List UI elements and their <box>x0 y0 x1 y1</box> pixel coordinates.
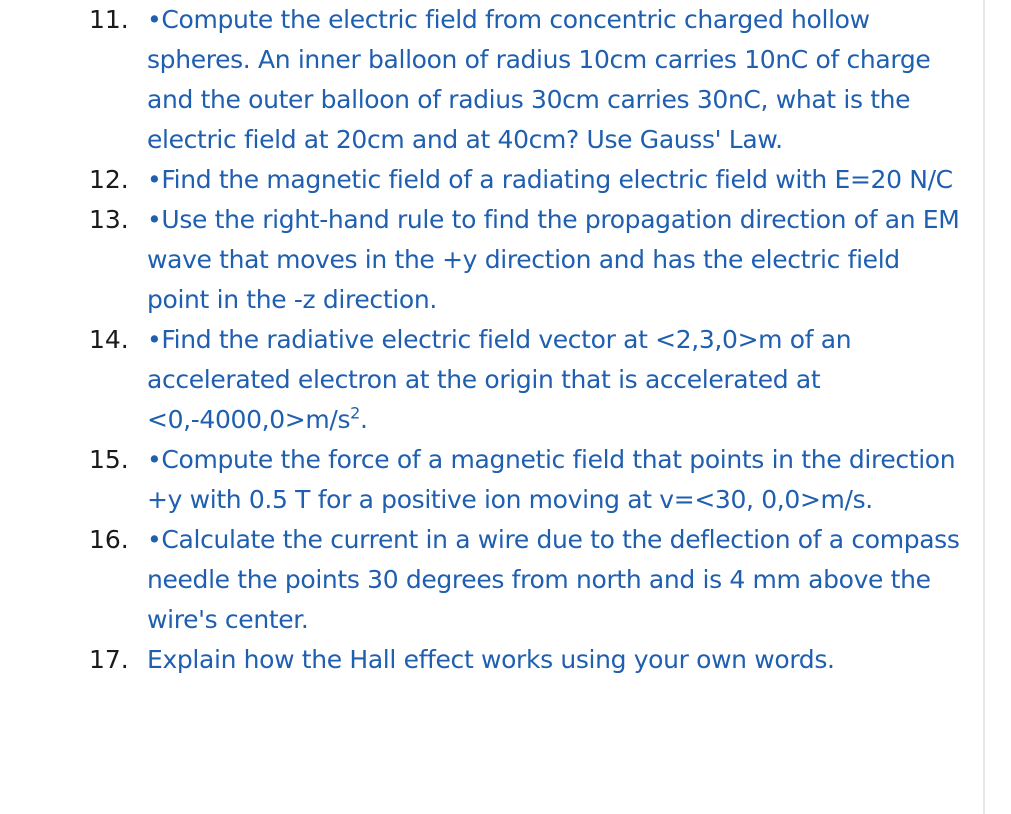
bullet: • <box>147 525 162 554</box>
bullet: • <box>147 205 162 234</box>
list-item <box>89 200 969 320</box>
item-text <box>147 440 969 520</box>
item-number: 16. <box>89 525 129 554</box>
superscript-exponent: 2 <box>350 403 360 423</box>
item-number: 11. <box>89 5 129 34</box>
bullet: • <box>147 325 162 354</box>
list-item <box>89 440 969 520</box>
list-item <box>89 520 969 640</box>
bullet: • <box>147 165 162 194</box>
list-item <box>89 320 969 440</box>
problem-list <box>89 0 969 680</box>
bullet: • <box>147 5 162 34</box>
item-text <box>147 640 969 680</box>
list-item <box>89 160 969 200</box>
item-text <box>147 200 969 320</box>
item-number: 14. <box>89 325 129 354</box>
list-item <box>89 0 969 160</box>
item-body: Compute the electric field from concentric charged hollow spheres. An inner balloon of radius 10cm carries 10nC of charge and the outer balloon of radius 30cm carries 30nC, what is the electric field at 20cm and at 40cm? Use Gauss' Law. <box>147 5 931 154</box>
bullet: • <box>147 445 162 474</box>
item-text <box>147 0 969 160</box>
item-body: Explain how the Hall effect works using your own words. <box>147 645 835 674</box>
item-number: 15. <box>89 445 129 474</box>
item-text <box>147 320 969 440</box>
item-body: Find the radiative electric field vector at <2,3,0>m of an accelerated electron at the origin that is accelerated at <0,-4000,0>m/s <box>147 325 852 434</box>
item-body: Calculate the current in a wire due to the deflection of a compass needle the points 30 degrees from north and is 4 mm above the wire's center. <box>147 525 960 634</box>
item-body: Compute the force of a magnetic field that points in the direction +y with 0.5 T for a positive ion moving at v=<30, 0,0>m/s. <box>147 445 956 514</box>
item-number: 12. <box>89 165 129 194</box>
item-text <box>147 520 969 640</box>
list-item <box>89 640 969 680</box>
page-edge-divider <box>983 0 985 814</box>
item-text <box>147 160 969 200</box>
item-body: Use the right-hand rule to find the propagation direction of an EM wave that moves in the +y direction and has the electric field point in the -z direction. <box>147 205 960 314</box>
item-body: Find the magnetic field of a radiating electric field with E=20 N/C <box>161 165 953 194</box>
item-number: 17. <box>89 645 129 674</box>
item-suffix: . <box>360 405 368 434</box>
item-number: 13. <box>89 205 129 234</box>
